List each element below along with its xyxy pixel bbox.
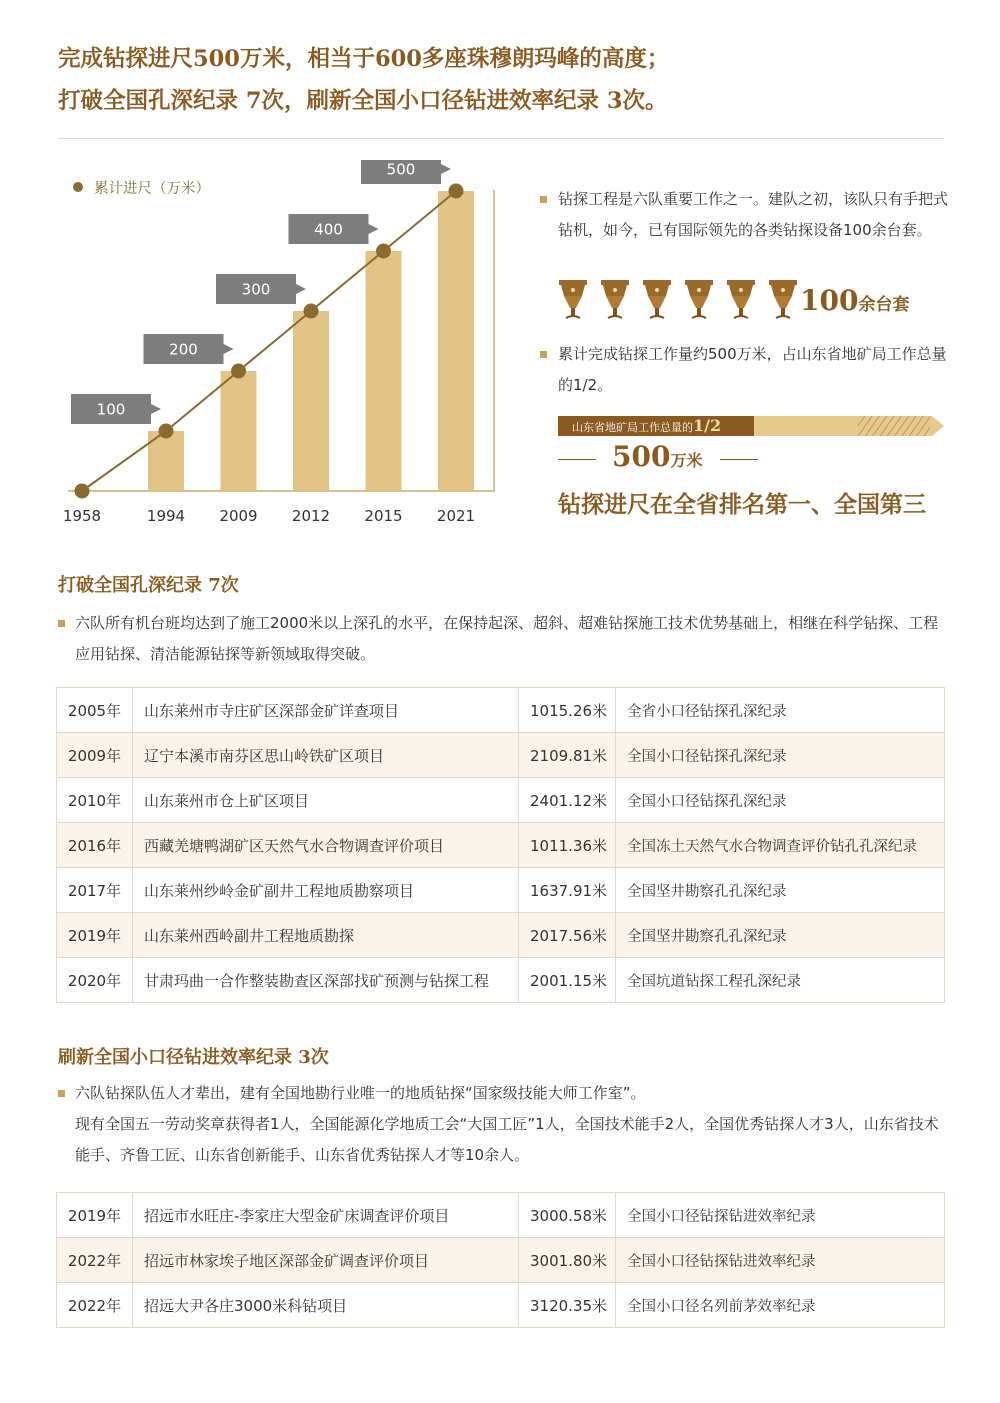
value-callout-label: 400 — [314, 220, 343, 239]
chart-bar — [438, 191, 474, 491]
value-callout-label: 300 — [241, 280, 271, 299]
share-band-text: 山东省地矿局工作总量的 — [572, 421, 693, 434]
project-cell: 山东莱州市仓上矿区项目 — [133, 778, 519, 823]
x-tick-label: 2009 — [219, 507, 258, 525]
record-cell: 全国小口径钻探孔深纪录 — [616, 733, 945, 778]
data-point — [231, 364, 246, 379]
equipment-count-number: 100 — [800, 284, 859, 317]
meters-line-right — [720, 459, 758, 460]
record-cell: 全国小口径钻探钻进效率纪录 — [616, 1238, 945, 1283]
record-cell: 全国小口径钻探钻进效率纪录 — [616, 1193, 945, 1238]
table-row — [57, 913, 945, 958]
meters-value — [612, 440, 702, 473]
year-cell: 2022年 — [57, 1238, 133, 1283]
talent-line-2: 现有全国五一劳动奖章获得者1人，全国能源化学地质工会“大国工匠”1人，全国技术能手2人，全国优秀钻探人才3人，山东省技术能手、齐鲁工匠、山东省创新能手、山东省优秀钻探人才等10余人。 — [75, 1115, 939, 1164]
bullet-square — [540, 351, 547, 358]
share-band-label — [572, 417, 721, 437]
data-point — [75, 484, 90, 499]
depth-cell: 3120.35米 — [519, 1283, 616, 1328]
record-cell: 全国坚井勘察孔孔深纪录 — [616, 868, 945, 913]
talent-paragraph — [58, 1078, 948, 1174]
x-tick-label: 2012 — [291, 507, 331, 525]
chart-bar — [221, 371, 257, 491]
table-row — [57, 958, 945, 1003]
table-row — [57, 778, 945, 823]
depth-cell: 1015.26米 — [519, 688, 616, 733]
depth-cell: 1637.91米 — [519, 868, 616, 913]
project-cell: 招远大尹各庄3000米科钻项目 — [133, 1283, 519, 1328]
value-callout-label: 200 — [169, 340, 198, 359]
share-band-fraction: 1/2 — [693, 416, 722, 435]
drill-rig-icon — [682, 278, 716, 324]
equipment-note — [540, 184, 950, 280]
share-band-hatch — [858, 416, 930, 436]
table-row — [57, 688, 945, 733]
drill-rig-icon — [556, 278, 590, 324]
talent-line-1: 六队钻探队伍人才辈出，建有全国地勘行业唯一的地质钻探“国家级技能大师工作室”。 — [75, 1084, 646, 1102]
chart-bar — [293, 311, 329, 491]
depth-cell: 3000.58米 — [519, 1193, 616, 1238]
year-cell: 2017年 — [57, 868, 133, 913]
depth-records-table — [56, 687, 945, 1003]
bullet-square — [58, 1090, 65, 1097]
year-cell: 2005年 — [57, 688, 133, 733]
legend-label: 累计进尺（万米） — [94, 181, 210, 197]
table-row — [57, 1238, 945, 1283]
equipment-count-unit: 余台套 — [858, 295, 910, 315]
depth-cell: 2017.56米 — [519, 913, 616, 958]
data-point — [449, 184, 464, 199]
meters-unit: 万米 — [670, 451, 703, 470]
depth-records-text: 六队所有机台班均达到了施工2000米以上深孔的水平，在保持起深、超斜、超难钻探施工技术优势基础上，相继在科学钻探、工程应用钻探、清洁能源钻探等新领域取得突破。 — [75, 614, 939, 663]
equipment-count — [800, 284, 909, 317]
workload-note — [540, 339, 950, 403]
depth-cell: 2109.81米 — [519, 733, 616, 778]
value-callout-label: 100 — [96, 400, 126, 419]
legend-marker — [73, 182, 83, 192]
workload-note-text: 累计完成钻探工作量约500万米，占山东省地矿局工作总量的1/2。 — [558, 345, 947, 394]
equipment-note-text: 钻探工程是六队重要工作之一。建队之初，该队只有手把式钻机，如今，已有国际领先的各类钻探设备100余台套。 — [558, 190, 949, 239]
record-cell: 全国坑道钻探工程孔深纪录 — [616, 958, 945, 1003]
rank-statement: 钻探进尺在全省排名第一、全国第三 — [558, 491, 926, 518]
x-tick-label: 2021 — [436, 507, 476, 525]
project-cell: 甘肃玛曲一合作整装勘查区深部找矿预测与钻探工程 — [133, 958, 519, 1003]
value-callout-label: 500 — [386, 160, 416, 179]
meters-line-left — [558, 459, 596, 460]
drill-rig-icon — [766, 278, 800, 324]
table-row — [57, 1193, 945, 1238]
table-row — [57, 868, 945, 913]
project-cell: 山东莱州市寺庄矿区深部金矿详查项目 — [133, 688, 519, 733]
record-cell: 全国小口径钻探孔深纪录 — [616, 778, 945, 823]
year-cell: 2020年 — [57, 958, 133, 1003]
project-cell: 西藏羌塘鸭湖矿区天然气水合物调查评价项目 — [133, 823, 519, 868]
depth-cell: 3001.80米 — [519, 1238, 616, 1283]
table-row — [57, 823, 945, 868]
talent-text — [75, 1078, 948, 1171]
efficiency-records-table — [56, 1192, 945, 1328]
x-tick-label: 2015 — [364, 507, 403, 525]
headline-line-1: 完成钻探进尺500万米，相当于600多座珠穆朗玛峰的高度； — [58, 46, 670, 72]
project-cell: 山东莱州纱岭金矿副井工程地质勘察项目 — [133, 868, 519, 913]
project-cell: 辽宁本溪市南芬区思山岭铁矿区项目 — [133, 733, 519, 778]
project-cell: 招远市水旺庄-李家庄大型金矿床调查评价项目 — [133, 1193, 519, 1238]
depth-cell: 2001.15米 — [519, 958, 616, 1003]
meters-total — [558, 440, 758, 476]
year-cell: 2009年 — [57, 733, 133, 778]
data-point — [304, 304, 319, 319]
data-point — [159, 424, 174, 439]
year-cell: 2016年 — [57, 823, 133, 868]
x-tick-label: 1994 — [146, 507, 186, 525]
project-cell: 山东莱州西岭副井工程地质勘探 — [133, 913, 519, 958]
bullet-square — [58, 620, 65, 627]
record-cell: 全国冻土天然气水合物调查评价钻孔孔深纪录 — [616, 823, 945, 868]
divider — [58, 138, 944, 139]
depth-cell: 2401.12米 — [519, 778, 616, 823]
drill-rig-icon — [724, 278, 758, 324]
year-cell: 2022年 — [57, 1283, 133, 1328]
table-row — [57, 1283, 945, 1328]
bullet-square — [540, 196, 547, 203]
drill-rig-icon — [598, 278, 632, 324]
headline — [58, 38, 948, 122]
year-cell: 2019年 — [57, 1193, 133, 1238]
year-cell: 2019年 — [57, 913, 133, 958]
data-point — [376, 244, 391, 259]
depth-records-paragraph — [58, 608, 948, 672]
headline-line-2: 打破全国孔深纪录 7次，刷新全国小口径钻进效率纪录 3次。 — [58, 88, 668, 114]
table-row — [57, 733, 945, 778]
meters-number: 500 — [612, 440, 671, 473]
chart-bar — [366, 251, 402, 491]
record-cell: 全国坚井勘察孔孔深纪录 — [616, 913, 945, 958]
drill-rig-icon — [640, 278, 674, 324]
x-tick-label: 1958 — [62, 507, 102, 525]
project-cell: 招远市林家埃子地区深部金矿调查评价项目 — [133, 1238, 519, 1283]
section-title-depth-records: 打破全国孔深纪录 7次 — [58, 575, 239, 596]
record-cell: 全省小口径钻探孔深纪录 — [616, 688, 945, 733]
cumulative-footage-chart — [58, 160, 508, 530]
record-cell: 全国小口径名列前茅效率纪录 — [616, 1283, 945, 1328]
section-title-efficiency-records: 刷新全国小口径钻进效率纪录 3次 — [58, 1047, 329, 1068]
depth-cell: 1011.36米 — [519, 823, 616, 868]
year-cell: 2010年 — [57, 778, 133, 823]
